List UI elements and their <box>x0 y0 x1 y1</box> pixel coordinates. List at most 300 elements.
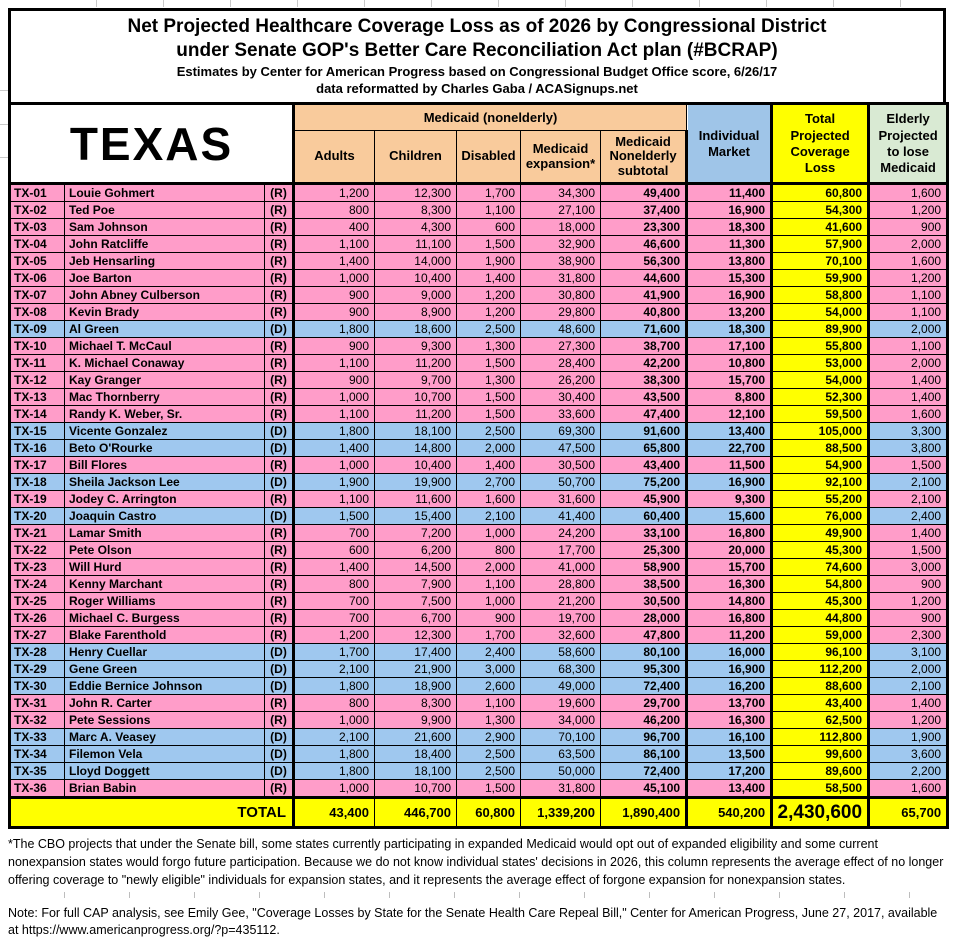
children-cell: 9,000 <box>375 287 457 304</box>
disabled-cell: 1,500 <box>457 406 521 423</box>
individual-market-cell: 17,200 <box>687 763 772 780</box>
adults-cell: 1,400 <box>294 559 375 576</box>
individual-market-cell: 17,100 <box>687 338 772 355</box>
party-cell: (R) <box>265 559 294 576</box>
disabled-cell: 2,900 <box>457 729 521 746</box>
adults-cell: 1,200 <box>294 627 375 644</box>
district-cell: TX-17 <box>10 457 65 474</box>
adults-cell: 1,100 <box>294 491 375 508</box>
disabled-cell: 1,300 <box>457 712 521 729</box>
district-cell: TX-32 <box>10 712 65 729</box>
total-coverage-loss-cell: 58,500 <box>772 780 869 798</box>
individual-market-cell: 16,800 <box>687 525 772 542</box>
medicaid-expansion-cell: 18,000 <box>521 219 601 236</box>
representative-name-cell: Henry Cuellar <box>65 644 265 661</box>
state-title: TEXAS <box>10 104 294 184</box>
party-cell: (R) <box>265 355 294 372</box>
elderly-cell: 2,000 <box>869 661 948 678</box>
spreadsheet-gridlines-bottom <box>0 892 954 898</box>
representative-name-cell: Michael T. McCaul <box>65 338 265 355</box>
total-coverage-loss-cell: 88,500 <box>772 440 869 457</box>
representative-name-cell: Beto O'Rourke <box>65 440 265 457</box>
total-coverage-loss-cell: 57,900 <box>772 236 869 253</box>
individual-market-cell: 16,900 <box>687 202 772 219</box>
medicaid-expansion-cell: 27,300 <box>521 338 601 355</box>
party-cell: (R) <box>265 406 294 423</box>
total-coverage-loss-cell: 54,000 <box>772 372 869 389</box>
children-cell: 6,200 <box>375 542 457 559</box>
district-cell: TX-03 <box>10 219 65 236</box>
elderly-cell: 900 <box>869 219 948 236</box>
representative-name-cell: Louie Gohmert <box>65 184 265 202</box>
party-cell: (D) <box>265 661 294 678</box>
medicaid-expansion-cell: 31,800 <box>521 270 601 287</box>
adults-cell: 1,500 <box>294 508 375 525</box>
individual-market-cell: 22,700 <box>687 440 772 457</box>
disabled-cell: 1,500 <box>457 389 521 406</box>
representative-name-cell: Joaquin Castro <box>65 508 265 525</box>
total-coverage-loss-cell: 59,500 <box>772 406 869 423</box>
total-coverage-loss-cell: 55,800 <box>772 338 869 355</box>
children-cell: 7,200 <box>375 525 457 542</box>
medicaid-expansion-cell: 32,600 <box>521 627 601 644</box>
district-cell: TX-35 <box>10 763 65 780</box>
medicaid-expansion-cell: 50,700 <box>521 474 601 491</box>
representative-name-cell: Pete Olson <box>65 542 265 559</box>
total-coverage-loss-cell: 49,900 <box>772 525 869 542</box>
total-coverage-loss-cell: 89,900 <box>772 321 869 338</box>
disabled-column-header: Disabled <box>457 131 521 184</box>
individual-market-cell: 13,200 <box>687 304 772 321</box>
adults-cell: 1,000 <box>294 270 375 287</box>
elderly-cell: 1,100 <box>869 338 948 355</box>
table-row-tx-05 <box>10 253 948 270</box>
children-cell: 8,900 <box>375 304 457 321</box>
footnote-source: Note: For full CAP analysis, see Emily Gee, "Coverage Losses by State for the Senate Health Care Repeal Bill," Center for American Progress, June 27, 2017, available at https://www.americanprogress.org/?p=435112. <box>8 905 938 938</box>
medicaid-subtotal-cell: 75,200 <box>601 474 687 491</box>
district-cell: TX-04 <box>10 236 65 253</box>
elderly-cell: 2,000 <box>869 355 948 372</box>
children-cell: 7,500 <box>375 593 457 610</box>
table-row-tx-31 <box>10 695 948 712</box>
party-cell: (D) <box>265 508 294 525</box>
district-cell: TX-14 <box>10 406 65 423</box>
elderly-cell: 1,500 <box>869 457 948 474</box>
party-cell: (R) <box>265 542 294 559</box>
table-row-tx-03 <box>10 219 948 236</box>
individual-market-cell: 20,000 <box>687 542 772 559</box>
individual-market-cell: 15,600 <box>687 508 772 525</box>
adults-cell: 700 <box>294 610 375 627</box>
children-cell: 11,200 <box>375 355 457 372</box>
medicaid-subtotal-cell: 45,100 <box>601 780 687 798</box>
table-row-tx-24 <box>10 576 948 593</box>
party-cell: (R) <box>265 253 294 270</box>
elderly-cell: 1,600 <box>869 184 948 202</box>
individual-market-cell: 13,700 <box>687 695 772 712</box>
party-cell: (R) <box>265 236 294 253</box>
party-cell: (D) <box>265 474 294 491</box>
total-children-cell: 446,700 <box>375 798 457 828</box>
medicaid-subtotal-cell: 37,400 <box>601 202 687 219</box>
medicaid-subtotal-cell: 96,700 <box>601 729 687 746</box>
district-cell: TX-09 <box>10 321 65 338</box>
party-cell: (R) <box>265 184 294 202</box>
individual-market-cell: 18,300 <box>687 321 772 338</box>
elderly-cell: 3,000 <box>869 559 948 576</box>
adults-cell: 1,800 <box>294 678 375 695</box>
table-row-tx-14 <box>10 406 948 423</box>
total-coverage-loss-cell: 54,000 <box>772 304 869 321</box>
total-coverage-loss-cell: 55,200 <box>772 491 869 508</box>
total-medicaid-expansion-cell: 1,339,200 <box>521 798 601 828</box>
children-cell: 14,500 <box>375 559 457 576</box>
party-cell: (R) <box>265 712 294 729</box>
adults-cell: 2,100 <box>294 661 375 678</box>
adults-cell: 800 <box>294 695 375 712</box>
individual-market-cell: 15,700 <box>687 559 772 576</box>
total-coverage-loss-cell: 54,300 <box>772 202 869 219</box>
district-cell: TX-33 <box>10 729 65 746</box>
representative-name-cell: Eddie Bernice Johnson <box>65 678 265 695</box>
individual-market-cell: 18,300 <box>687 219 772 236</box>
district-cell: TX-20 <box>10 508 65 525</box>
elderly-cell: 2,200 <box>869 763 948 780</box>
medicaid-subtotal-cell: 41,900 <box>601 287 687 304</box>
children-cell: 21,900 <box>375 661 457 678</box>
medicaid-expansion-cell: 69,300 <box>521 423 601 440</box>
individual-market-cell: 13,500 <box>687 746 772 763</box>
medicaid-subtotal-cell: 49,400 <box>601 184 687 202</box>
adults-cell: 1,800 <box>294 423 375 440</box>
children-cell: 10,700 <box>375 780 457 798</box>
medicaid-subtotal-cell: 28,000 <box>601 610 687 627</box>
party-cell: (R) <box>265 627 294 644</box>
total-coverage-loss-cell: 76,000 <box>772 508 869 525</box>
total-coverage-loss-cell: 54,800 <box>772 576 869 593</box>
medicaid-expansion-cell: 32,900 <box>521 236 601 253</box>
medicaid-expansion-cell: 21,200 <box>521 593 601 610</box>
individual-market-cell: 15,300 <box>687 270 772 287</box>
representative-name-cell: K. Michael Conaway <box>65 355 265 372</box>
elderly-cell: 3,300 <box>869 423 948 440</box>
medicaid-subtotal-cell: 86,100 <box>601 746 687 763</box>
medicaid-subtotal-cell: 38,500 <box>601 576 687 593</box>
children-cell: 15,400 <box>375 508 457 525</box>
district-cell: TX-19 <box>10 491 65 508</box>
disabled-cell: 1,000 <box>457 525 521 542</box>
table-row-tx-19 <box>10 491 948 508</box>
spreadsheet-gridline-tick <box>0 124 8 125</box>
district-cell: TX-23 <box>10 559 65 576</box>
elderly-cell: 1,400 <box>869 695 948 712</box>
medicaid-expansion-cell: 24,200 <box>521 525 601 542</box>
district-cell: TX-02 <box>10 202 65 219</box>
individual-market-cell: 13,400 <box>687 423 772 440</box>
disabled-cell: 2,000 <box>457 559 521 576</box>
representative-name-cell: Filemon Vela <box>65 746 265 763</box>
children-cell: 11,100 <box>375 236 457 253</box>
individual-market-cell: 13,800 <box>687 253 772 270</box>
elderly-cell: 1,500 <box>869 542 948 559</box>
total-coverage-loss-cell: 58,800 <box>772 287 869 304</box>
disabled-cell: 1,600 <box>457 491 521 508</box>
party-cell: (R) <box>265 219 294 236</box>
table-row-tx-32 <box>10 712 948 729</box>
total-coverage-loss-cell: 59,000 <box>772 627 869 644</box>
children-cell: 4,300 <box>375 219 457 236</box>
children-cell: 11,200 <box>375 406 457 423</box>
representative-name-cell: John Ratcliffe <box>65 236 265 253</box>
medicaid-expansion-cell: 30,500 <box>521 457 601 474</box>
table-row-tx-12 <box>10 372 948 389</box>
elderly-cell: 1,400 <box>869 372 948 389</box>
table-row-tx-28 <box>10 644 948 661</box>
total-coverage-loss-header: Total Projected Coverage Loss <box>772 104 869 184</box>
medicaid-subtotal-cell: 30,500 <box>601 593 687 610</box>
disabled-cell: 1,500 <box>457 236 521 253</box>
table-row-tx-13 <box>10 389 948 406</box>
party-cell: (D) <box>265 644 294 661</box>
party-cell: (R) <box>265 389 294 406</box>
medicaid-expansion-cell: 19,600 <box>521 695 601 712</box>
header-row-group <box>10 104 948 131</box>
medicaid-subtotal-cell: 44,600 <box>601 270 687 287</box>
table-row-tx-36 <box>10 780 948 798</box>
children-cell: 11,600 <box>375 491 457 508</box>
adults-cell: 800 <box>294 202 375 219</box>
representative-name-cell: Vicente Gonzalez <box>65 423 265 440</box>
table-row-tx-27 <box>10 627 948 644</box>
district-cell: TX-22 <box>10 542 65 559</box>
district-cell: TX-27 <box>10 627 65 644</box>
total-coverage-loss-cell: 105,000 <box>772 423 869 440</box>
children-cell: 14,800 <box>375 440 457 457</box>
children-cell: 10,400 <box>375 270 457 287</box>
district-cell: TX-29 <box>10 661 65 678</box>
elderly-cell: 900 <box>869 576 948 593</box>
elderly-cell: 2,000 <box>869 236 948 253</box>
district-cell: TX-08 <box>10 304 65 321</box>
total-coverage-loss-cell: 53,000 <box>772 355 869 372</box>
disabled-cell: 2,500 <box>457 423 521 440</box>
medicaid-subtotal-cell: 71,600 <box>601 321 687 338</box>
party-cell: (R) <box>265 525 294 542</box>
disabled-cell: 2,400 <box>457 644 521 661</box>
title-line-1: Net Projected Healthcare Coverage Loss as of 2026 by Congressional District <box>127 16 827 37</box>
individual-market-cell: 16,200 <box>687 678 772 695</box>
total-coverage-loss-cell: 88,600 <box>772 678 869 695</box>
children-cell: 14,000 <box>375 253 457 270</box>
children-cell: 18,100 <box>375 423 457 440</box>
party-cell: (R) <box>265 202 294 219</box>
district-cell: TX-05 <box>10 253 65 270</box>
elderly-cell: 900 <box>869 610 948 627</box>
representative-name-cell: Mac Thornberry <box>65 389 265 406</box>
individual-market-cell: 16,800 <box>687 610 772 627</box>
representative-name-cell: Bill Flores <box>65 457 265 474</box>
disabled-cell: 1,100 <box>457 576 521 593</box>
children-cell: 10,700 <box>375 389 457 406</box>
individual-market-cell: 16,900 <box>687 287 772 304</box>
elderly-cell: 1,600 <box>869 253 948 270</box>
medicaid-expansion-cell: 34,300 <box>521 184 601 202</box>
elderly-cell: 1,600 <box>869 406 948 423</box>
medicaid-subtotal-cell: 23,300 <box>601 219 687 236</box>
adults-cell: 1,100 <box>294 355 375 372</box>
table-row-tx-06 <box>10 270 948 287</box>
medicaid-subtotal-cell: 29,700 <box>601 695 687 712</box>
party-cell: (D) <box>265 746 294 763</box>
medicaid-subtotal-cell: 45,900 <box>601 491 687 508</box>
representative-name-cell: Marc A. Veasey <box>65 729 265 746</box>
elderly-cell: 2,100 <box>869 491 948 508</box>
elderly-medicaid-header: Elderly Projected to lose Medicaid <box>869 104 948 184</box>
total-individual-market-cell: 540,200 <box>687 798 772 828</box>
children-cell: 10,400 <box>375 457 457 474</box>
total-disabled-cell: 60,800 <box>457 798 521 828</box>
elderly-cell: 2,000 <box>869 321 948 338</box>
disabled-cell: 1,400 <box>457 270 521 287</box>
elderly-cell: 2,100 <box>869 474 948 491</box>
party-cell: (R) <box>265 304 294 321</box>
total-total-coverage-loss-cell: 2,430,600 <box>772 798 869 828</box>
medicaid-expansion-cell: 31,600 <box>521 491 601 508</box>
medicaid-subtotal-cell: 72,400 <box>601 678 687 695</box>
adults-cell: 400 <box>294 219 375 236</box>
adults-cell: 700 <box>294 593 375 610</box>
elderly-cell: 2,400 <box>869 508 948 525</box>
disabled-cell: 2,700 <box>457 474 521 491</box>
representative-name-cell: Roger Williams <box>65 593 265 610</box>
representative-name-cell: Jodey C. Arrington <box>65 491 265 508</box>
party-cell: (R) <box>265 372 294 389</box>
total-medicaid-subtotal-cell: 1,890,400 <box>601 798 687 828</box>
individual-market-cell: 12,100 <box>687 406 772 423</box>
medicaid-subtotal-cell: 40,800 <box>601 304 687 321</box>
medicaid-subtotal-cell: 33,100 <box>601 525 687 542</box>
medicaid-subtotal-cell: 95,300 <box>601 661 687 678</box>
individual-market-cell: 16,900 <box>687 474 772 491</box>
medicaid-expansion-cell: 28,800 <box>521 576 601 593</box>
district-cell: TX-01 <box>10 184 65 202</box>
disabled-cell: 2,500 <box>457 763 521 780</box>
medicaid-expansion-cell: 26,200 <box>521 372 601 389</box>
total-coverage-loss-cell: 70,100 <box>772 253 869 270</box>
spreadsheet-gridline-tick <box>0 90 8 91</box>
disabled-cell: 1,900 <box>457 253 521 270</box>
party-cell: (D) <box>265 440 294 457</box>
adults-cell: 2,100 <box>294 729 375 746</box>
disabled-cell: 1,400 <box>457 457 521 474</box>
district-cell: TX-34 <box>10 746 65 763</box>
adults-cell: 900 <box>294 304 375 321</box>
district-cell: TX-30 <box>10 678 65 695</box>
elderly-cell: 1,400 <box>869 389 948 406</box>
disabled-cell: 1,700 <box>457 184 521 202</box>
medicaid-subtotal-cell: 38,700 <box>601 338 687 355</box>
medicaid-group-header: Medicaid (nonelderly) <box>294 104 687 131</box>
adults-cell: 1,000 <box>294 389 375 406</box>
medicaid-expansion-cell: 34,000 <box>521 712 601 729</box>
total-coverage-loss-cell: 60,800 <box>772 184 869 202</box>
representative-name-cell: Sheila Jackson Lee <box>65 474 265 491</box>
individual-market-cell: 14,800 <box>687 593 772 610</box>
district-cell: TX-16 <box>10 440 65 457</box>
total-coverage-loss-cell: 59,900 <box>772 270 869 287</box>
disabled-cell: 1,200 <box>457 287 521 304</box>
party-cell: (R) <box>265 338 294 355</box>
adults-cell: 1,000 <box>294 780 375 798</box>
medicaid-subtotal-column-header: Medicaid Nonelderly subtotal <box>601 131 687 184</box>
total-elderly-cell: 65,700 <box>869 798 948 828</box>
subtitle-attribution: data reformatted by Charles Gaba / ACASignups.net <box>316 80 638 96</box>
adults-cell: 1,800 <box>294 746 375 763</box>
medicaid-expansion-cell: 58,600 <box>521 644 601 661</box>
adults-cell: 1,800 <box>294 321 375 338</box>
medicaid-subtotal-cell: 42,200 <box>601 355 687 372</box>
medicaid-expansion-cell: 19,700 <box>521 610 601 627</box>
medicaid-expansion-cell: 47,500 <box>521 440 601 457</box>
disabled-cell: 2,600 <box>457 678 521 695</box>
children-cell: 9,900 <box>375 712 457 729</box>
total-coverage-loss-cell: 41,600 <box>772 219 869 236</box>
representative-name-cell: Kay Granger <box>65 372 265 389</box>
district-cell: TX-06 <box>10 270 65 287</box>
table-row-tx-18 <box>10 474 948 491</box>
adults-cell: 1,900 <box>294 474 375 491</box>
table-row-tx-22 <box>10 542 948 559</box>
medicaid-subtotal-cell: 46,200 <box>601 712 687 729</box>
children-cell: 21,600 <box>375 729 457 746</box>
party-cell: (D) <box>265 763 294 780</box>
disabled-cell: 1,300 <box>457 372 521 389</box>
representative-name-cell: Will Hurd <box>65 559 265 576</box>
party-cell: (R) <box>265 593 294 610</box>
individual-market-cell: 13,400 <box>687 780 772 798</box>
adults-column-header: Adults <box>294 131 375 184</box>
elderly-cell: 1,200 <box>869 270 948 287</box>
medicaid-expansion-cell: 41,400 <box>521 508 601 525</box>
individual-market-cell: 8,800 <box>687 389 772 406</box>
adults-cell: 900 <box>294 372 375 389</box>
individual-market-cell: 10,800 <box>687 355 772 372</box>
disabled-cell: 2,500 <box>457 746 521 763</box>
district-cell: TX-11 <box>10 355 65 372</box>
table-row-tx-15 <box>10 423 948 440</box>
individual-market-cell: 11,300 <box>687 236 772 253</box>
representative-name-cell: John R. Carter <box>65 695 265 712</box>
children-cell: 12,300 <box>375 184 457 202</box>
medicaid-expansion-cell: 31,800 <box>521 780 601 798</box>
total-coverage-loss-cell: 89,600 <box>772 763 869 780</box>
medicaid-expansion-cell: 63,500 <box>521 746 601 763</box>
children-cell: 7,900 <box>375 576 457 593</box>
party-cell: (R) <box>265 576 294 593</box>
party-cell: (R) <box>265 780 294 798</box>
medicaid-expansion-column-header: Medicaid expansion* <box>521 131 601 184</box>
representative-name-cell: Ted Poe <box>65 202 265 219</box>
district-cell: TX-36 <box>10 780 65 798</box>
total-coverage-loss-cell: 45,300 <box>772 542 869 559</box>
medicaid-subtotal-cell: 38,300 <box>601 372 687 389</box>
district-cell: TX-28 <box>10 644 65 661</box>
representative-name-cell: Gene Green <box>65 661 265 678</box>
medicaid-expansion-cell: 30,400 <box>521 389 601 406</box>
individual-market-cell: 16,000 <box>687 644 772 661</box>
party-cell: (D) <box>265 423 294 440</box>
disabled-cell: 2,500 <box>457 321 521 338</box>
